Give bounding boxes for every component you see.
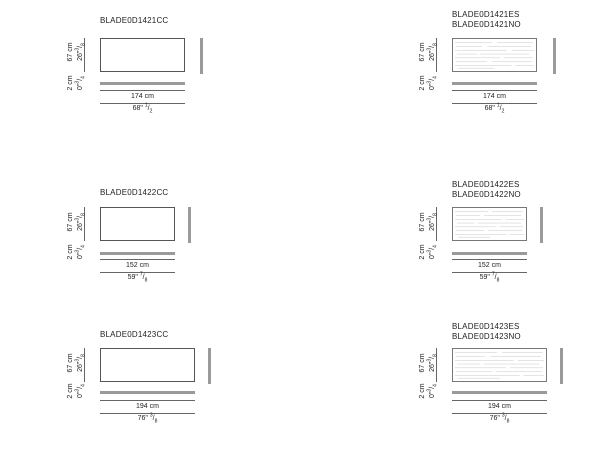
panel-side-view xyxy=(553,38,556,74)
height-inches: $26"^3/_8$ xyxy=(74,213,87,231)
thickness-inches: $0"^3/_4$ xyxy=(74,245,87,259)
width-dimension-line xyxy=(452,90,537,91)
height-inches: $26"^3/_8$ xyxy=(426,43,439,61)
panel-side-view xyxy=(540,207,543,243)
panel-front-view xyxy=(100,38,185,72)
height-cm: 67 cm xyxy=(419,353,426,373)
width-cm: 174 cm xyxy=(483,93,506,100)
panel-top-view xyxy=(452,391,547,394)
panel-top-view xyxy=(452,82,537,85)
panel-side-view xyxy=(200,38,203,74)
width-cm: 194 cm xyxy=(488,403,511,410)
height-cm: 67 cm xyxy=(419,212,426,232)
spec-blade-1423es-no xyxy=(452,322,600,437)
panel-top-view xyxy=(100,82,185,85)
width-inches: 59" $^7/_8$ xyxy=(452,272,527,282)
thickness-cm: 2 cm xyxy=(67,383,74,399)
product-code: BLADE0D1423CC xyxy=(100,330,169,339)
panel-front-view xyxy=(452,38,537,72)
height-inches: $26"^3/_8$ xyxy=(426,354,439,372)
width-dimension-line xyxy=(452,259,527,260)
spec-blade-1423cc xyxy=(100,330,330,445)
width-inches: 68" $^1/_2$ xyxy=(100,103,185,113)
width-dimension-line xyxy=(452,400,547,401)
product-code: BLADE0D1422ES BLADE0D1422NO xyxy=(452,180,521,199)
height-cm: 67 cm xyxy=(67,212,74,232)
product-code: BLADE0D1421CC xyxy=(100,16,169,25)
width-inches: 76" $^3/_8$ xyxy=(452,413,547,423)
thickness-inches: $0"^3/_4$ xyxy=(426,384,439,398)
panel-front-view xyxy=(100,348,195,382)
panel-side-view xyxy=(188,207,191,243)
thickness-cm: 2 cm xyxy=(419,383,426,399)
panel-side-view xyxy=(560,348,563,384)
spec-blade-1422es-no xyxy=(452,180,600,295)
wood-grain-texture xyxy=(453,349,546,381)
width-cm: 194 cm xyxy=(136,403,159,410)
panel-side-view xyxy=(208,348,211,384)
height-cm: 67 cm xyxy=(419,42,426,62)
width-dimension-line xyxy=(100,259,175,260)
height-inches: $26"^3/_8$ xyxy=(426,213,439,231)
wood-grain-texture xyxy=(453,39,536,71)
wood-grain-texture xyxy=(453,208,526,240)
width-inches: 59" $^7/_8$ xyxy=(100,272,175,282)
width-inches: 68" $^1/_2$ xyxy=(452,103,537,113)
thickness-cm: 2 cm xyxy=(419,75,426,91)
thickness-cm: 2 cm xyxy=(67,75,74,91)
width-dimension-line xyxy=(100,400,195,401)
width-inches: 76" $^3/_8$ xyxy=(100,413,195,423)
panel-top-view xyxy=(452,252,527,255)
thickness-inches: $0"^3/_4$ xyxy=(426,76,439,90)
product-code: BLADE0D1421ES BLADE0D1421NO xyxy=(452,10,521,29)
thickness-cm: 2 cm xyxy=(67,244,74,260)
spec-blade-1421cc xyxy=(100,16,330,131)
product-code: BLADE0D1422CC xyxy=(100,188,169,197)
thickness-inches: $0"^3/_4$ xyxy=(74,384,87,398)
panel-front-view xyxy=(452,348,547,382)
panel-top-view xyxy=(100,252,175,255)
height-inches: $26"^3/_8$ xyxy=(74,43,87,61)
width-cm: 174 cm xyxy=(131,93,154,100)
spec-blade-1422cc xyxy=(100,188,330,303)
height-cm: 67 cm xyxy=(67,42,74,62)
width-cm: 152 cm xyxy=(126,262,149,269)
thickness-inches: $0"^3/_4$ xyxy=(426,245,439,259)
panel-front-view xyxy=(100,207,175,241)
width-dimension-line xyxy=(100,90,185,91)
width-cm: 152 cm xyxy=(478,262,501,269)
product-code: BLADE0D1423ES BLADE0D1423NO xyxy=(452,322,521,341)
panel-top-view xyxy=(100,391,195,394)
spec-blade-1421es-no xyxy=(452,10,600,125)
panel-front-view xyxy=(452,207,527,241)
thickness-inches: $0"^3/_4$ xyxy=(74,76,87,90)
thickness-cm: 2 cm xyxy=(419,244,426,260)
height-cm: 67 cm xyxy=(67,353,74,373)
height-inches: $26"^3/_8$ xyxy=(74,354,87,372)
